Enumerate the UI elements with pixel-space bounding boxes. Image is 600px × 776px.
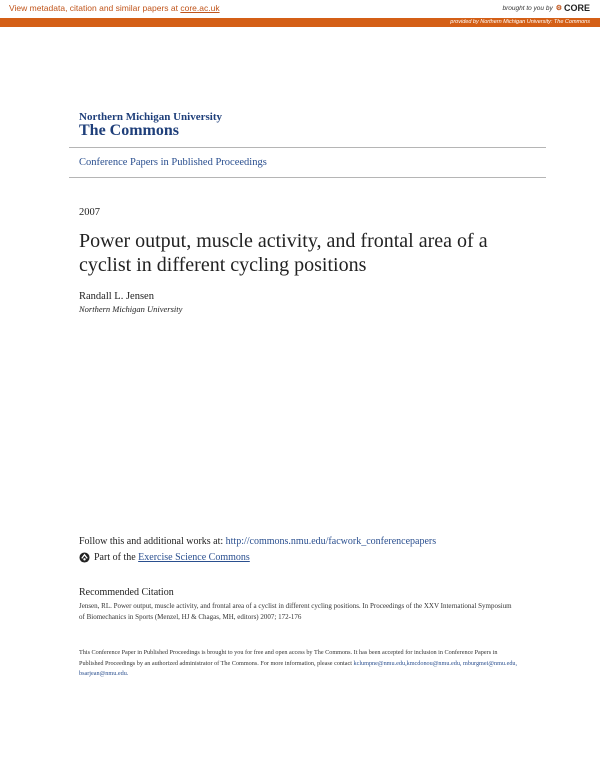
recommended-citation-heading: Recommended Citation xyxy=(79,587,174,598)
part-of-line xyxy=(79,552,250,563)
provided-by-bar xyxy=(0,18,600,27)
brought-to-you-by xyxy=(502,3,590,13)
notice-text: This Conference Paper in Published Proceedings is brought to you for free and open access by The Commons. It has been accepted for inclusion in Conference Papers in Published Proceedings by an authorized administrator of The Commons. For more information, please contact xyxy=(79,649,498,667)
commons-network-icon xyxy=(79,552,90,563)
exercise-science-commons-link[interactable]: Exercise Science Commons xyxy=(138,552,250,563)
divider-bottom xyxy=(69,177,546,178)
divider-top xyxy=(69,147,546,148)
recommended-citation-text: Jensen, RL. Power output, muscle activity, and frontal area of a cyclist in different cycling positions. In Proceedings of the XXV International Symposium of Biomechanics in Sports (Menzel, HJ & Chagas, MH, editors) 2007; 172-176 xyxy=(79,602,512,621)
publication-year: 2007 xyxy=(79,207,100,218)
core-ac-uk-link[interactable]: core.ac.uk xyxy=(180,3,220,13)
core-logo-icon: ⚙ xyxy=(555,5,562,12)
follow-label: Follow this and additional works at: xyxy=(79,536,226,547)
contact-emails-link[interactable]: kclumpne@nmu.edu,kmcdonou@nmu.edu, mburgmei@nmu.edu, bsarjean@nmu.edu. xyxy=(79,659,518,677)
university-name: Northern Michigan University xyxy=(79,111,222,123)
core-view-text: View metadata, citation and similar papers at xyxy=(9,3,181,13)
repository-name: The Commons xyxy=(79,122,180,139)
follow-url-link[interactable]: http://commons.nmu.edu/facwork_conferencepapers xyxy=(225,536,437,547)
part-of-label: Part of the xyxy=(94,552,139,563)
provided-by-text: provided by Northern Michigan University: The Commons xyxy=(450,19,590,25)
author-affiliation: Northern Michigan University xyxy=(79,304,183,314)
follow-line xyxy=(79,536,436,547)
core-metadata-notice xyxy=(9,3,220,13)
author-name: Randall L. Jensen xyxy=(79,291,154,302)
core-logo[interactable] xyxy=(556,3,590,13)
core-logo-text: CORE xyxy=(563,3,590,13)
series-link[interactable]: Conference Papers in Published Proceedings xyxy=(79,157,267,168)
access-notice xyxy=(79,648,519,680)
brought-text: brought to you by xyxy=(502,4,553,12)
core-topbar xyxy=(0,0,600,16)
paper-title: Power output, muscle activity, and frontal area of a cyclist in different cycling positions xyxy=(79,230,488,276)
